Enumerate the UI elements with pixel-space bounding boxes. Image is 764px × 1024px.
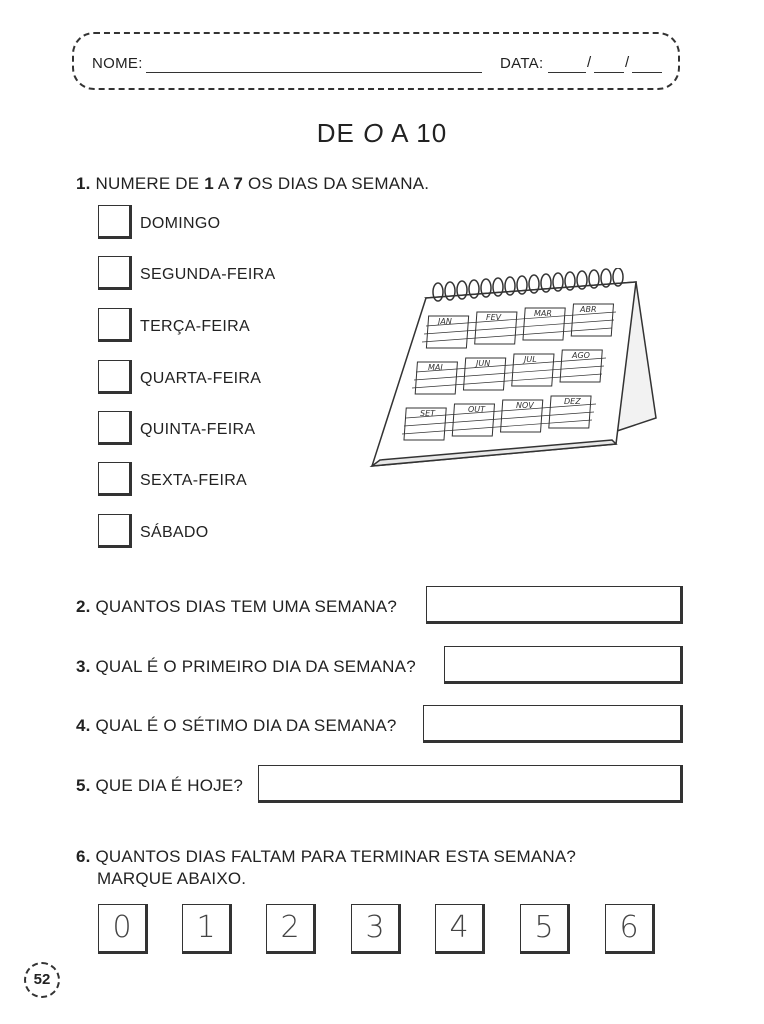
option-box-6[interactable]: 6 xyxy=(605,904,655,954)
date-separator: / xyxy=(625,54,630,71)
title-part: DE xyxy=(316,118,364,148)
date-separator: / xyxy=(587,54,592,71)
question-6-line2: MARQUE ABAIXO. xyxy=(97,869,247,888)
calendar-month-label: FEV xyxy=(486,313,502,322)
answer-box-3[interactable] xyxy=(444,646,683,684)
calendar-month-label: NOV xyxy=(516,401,534,410)
day-label: SEGUNDA-FEIRA xyxy=(140,266,276,283)
calendar-month-label: MAI xyxy=(428,363,443,372)
day-label: QUARTA-FEIRA xyxy=(140,370,262,387)
calendar-month-label: JUN xyxy=(476,359,491,368)
page-title xyxy=(0,118,764,149)
calendar-month-label: JAN xyxy=(438,317,452,326)
question-text: OS DIAS DA SEMANA. xyxy=(243,174,430,193)
title-part: O xyxy=(363,118,385,148)
question-5 xyxy=(76,776,243,796)
question-number: 1. xyxy=(76,174,91,193)
question-3 xyxy=(76,657,416,677)
day-label: SEXTA-FEIRA xyxy=(140,472,248,489)
date-label: DATA: xyxy=(500,55,544,72)
day-label: DOMINGO xyxy=(140,215,221,232)
question-4 xyxy=(76,716,397,736)
question-number: 2. xyxy=(76,597,91,616)
option-box-2[interactable]: 2 xyxy=(266,904,316,954)
question-number: 3. xyxy=(76,657,91,676)
answer-box-2[interactable] xyxy=(426,586,683,624)
calendar-month-label: JUL xyxy=(524,355,537,364)
question-text: QUAL É O SÉTIMO DIA DA SEMANA? xyxy=(90,716,397,735)
calendar-month-label: DEZ xyxy=(564,397,581,406)
question-2 xyxy=(76,597,397,617)
day-checkbox-segunda[interactable] xyxy=(98,256,132,290)
answer-box-5[interactable] xyxy=(258,765,683,803)
day-checkbox-terca[interactable] xyxy=(98,308,132,342)
day-checkbox-sexta[interactable] xyxy=(98,462,132,496)
question-text: NUMERE DE xyxy=(90,174,205,193)
day-checkbox-quinta[interactable] xyxy=(98,411,132,445)
page-number: 52 xyxy=(24,962,60,998)
day-checkbox-sabado[interactable] xyxy=(98,514,132,548)
day-label: QUINTA-FEIRA xyxy=(140,421,256,438)
question-text: A xyxy=(213,174,234,193)
day-label: TERÇA-FEIRA xyxy=(140,318,250,335)
question-number: 4. xyxy=(76,716,91,735)
calendar-illustration xyxy=(366,268,666,470)
option-box-3[interactable]: 3 xyxy=(351,904,401,954)
calendar-month-label: AGO xyxy=(572,351,590,360)
name-field[interactable] xyxy=(146,72,482,73)
question-1 xyxy=(76,174,429,194)
question-number: 6. xyxy=(76,847,91,866)
option-box-4[interactable]: 4 xyxy=(435,904,485,954)
question-number: 5. xyxy=(76,776,91,795)
date-day-field[interactable] xyxy=(548,72,586,73)
question-text: QUANTOS DIAS FALTAM PARA TERMINAR ESTA SEMANA? xyxy=(90,847,577,866)
day-checkbox-quarta[interactable] xyxy=(98,360,132,394)
calendar-month-label: SET xyxy=(420,409,436,418)
day-label: SÁBADO xyxy=(140,524,209,541)
day-checkbox-domingo[interactable] xyxy=(98,205,132,239)
option-box-0[interactable]: 0 xyxy=(98,904,148,954)
calendar-month-label: OUT xyxy=(468,405,486,414)
name-label: NOME: xyxy=(92,55,143,72)
question-6 xyxy=(76,847,576,867)
question-number-bold: 1 xyxy=(204,174,214,193)
calendar-month-label: ABR xyxy=(580,305,597,314)
question-number-bold: 7 xyxy=(233,174,244,193)
option-box-1[interactable]: 1 xyxy=(182,904,232,954)
question-text: QUAL É O PRIMEIRO DIA DA SEMANA? xyxy=(90,657,416,676)
answer-box-4[interactable] xyxy=(423,705,683,743)
date-year-field[interactable] xyxy=(632,72,662,73)
option-box-5[interactable]: 5 xyxy=(520,904,570,954)
title-part: A 10 xyxy=(384,118,448,148)
date-month-field[interactable] xyxy=(594,72,624,73)
question-text: QUANTOS DIAS TEM UMA SEMANA? xyxy=(90,597,398,616)
calendar-month-label: MAR xyxy=(534,309,552,318)
question-text: QUE DIA É HOJE? xyxy=(90,776,244,795)
